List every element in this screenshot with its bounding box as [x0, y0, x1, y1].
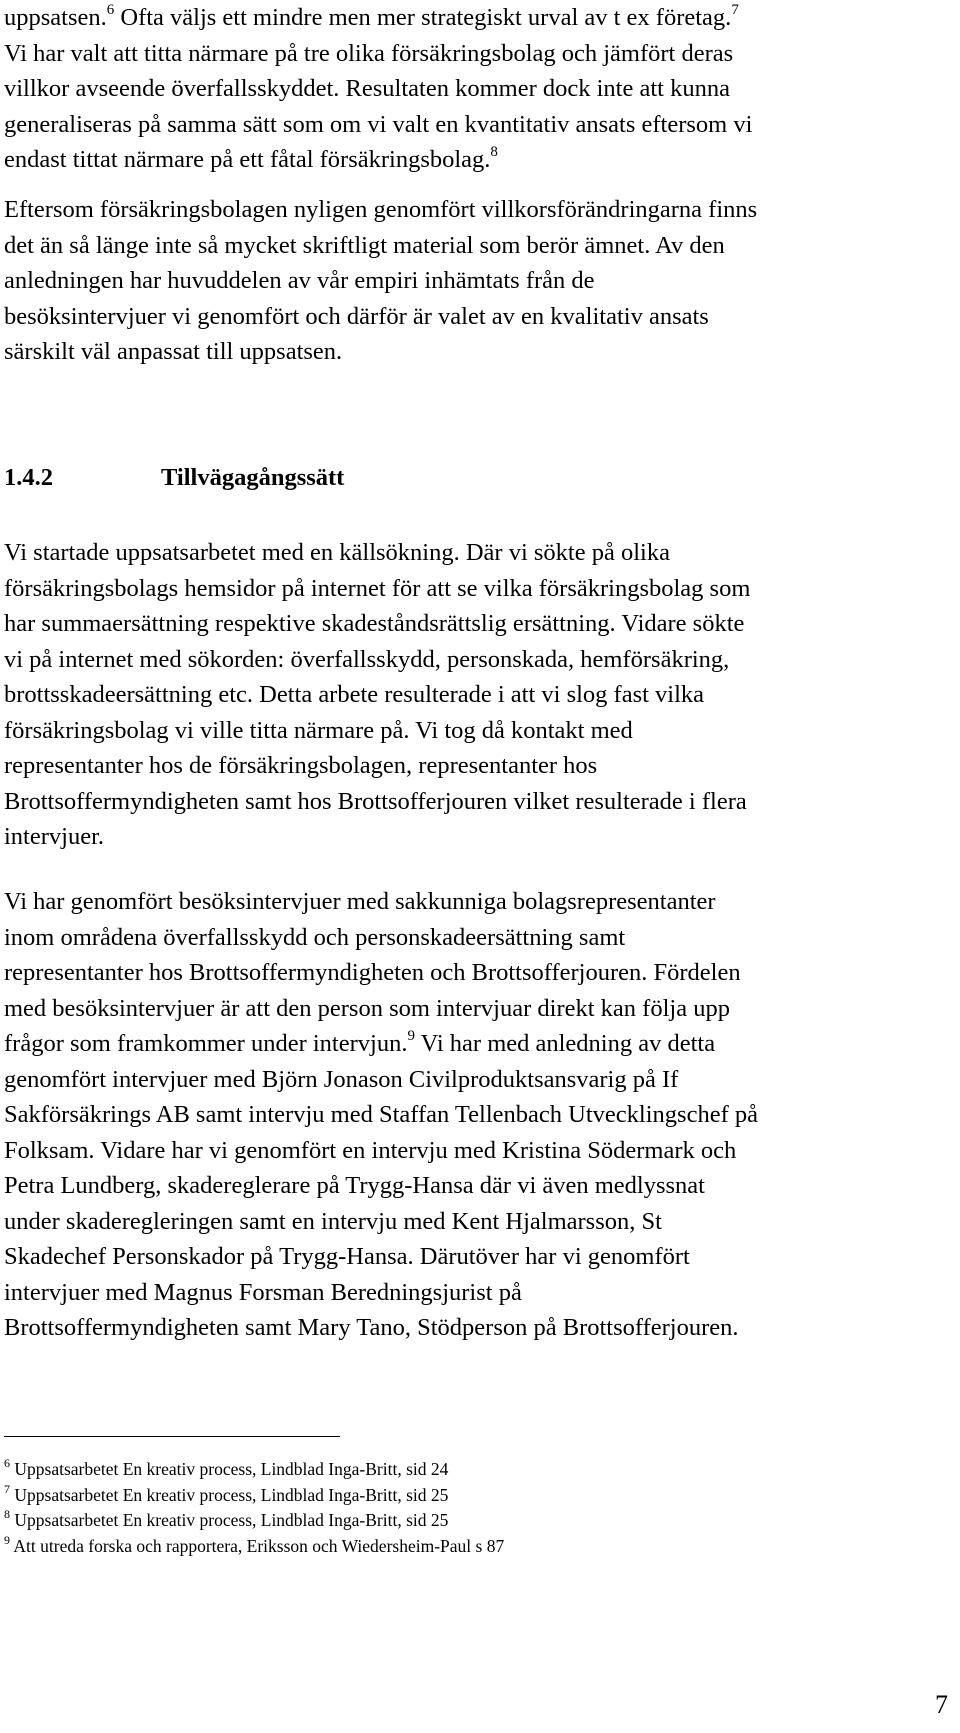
footnote-ref: 9 — [407, 1028, 415, 1044]
text-line: genomfört intervjuer med Björn Jonason Civilproduktsansvarig på If — [4, 1065, 679, 1093]
text-line: under skaderegleringen samt en intervju med Kent Hjalmarsson, St — [4, 1207, 662, 1235]
text-line: Sakförsäkrings AB samt intervju med Staffan Tellenbach Utvecklingschef på — [4, 1101, 758, 1128]
footnote-text: Uppsatsarbetet En kreativ process, Lindblad Inga-Britt, sid 24 — [14, 1459, 449, 1479]
footnote — [4, 1534, 904, 1560]
footnote-marker: 7 — [4, 1481, 10, 1496]
footnote — [4, 1483, 904, 1509]
footnote-ref: 6 — [106, 2, 115, 18]
text-line: försäkringsbolag vi ville titta närmare på. Vi tog då kontakt med — [4, 716, 633, 744]
footnote — [4, 1457, 904, 1483]
text-line — [4, 1026, 954, 1062]
text-line: särskilt väl anpassat till uppsatsen. — [4, 338, 343, 365]
text-line: Vi har valt att titta närmare på tre olika försäkringsbolag och jämfört deras — [4, 39, 734, 67]
text-line: vi på internet med sökorden: överfallsskydd, personskada, hemförsäkring, — [4, 645, 730, 673]
text-line: anledningen har huvuddelen av vår empiri inhämtats från de — [4, 267, 595, 294]
section-title: Tillvägagångssätt — [161, 464, 345, 491]
page-number: 7 — [935, 1690, 948, 1719]
text-span: uppsatsen. — [4, 4, 107, 31]
text-line: har summaersättning respektive skadeståndsrättslig ersättning. Vidare sökte — [4, 610, 745, 637]
text-line: Vi startade uppsatsarbetet med en källsökning. Där vi sökte på olika — [4, 539, 670, 566]
text-line: intervjuer. — [4, 823, 105, 850]
text-line: inom områdena överfallsskydd och personskadeersättning samt — [4, 923, 626, 951]
footnote-text: Uppsatsarbetet En kreativ process, Lindblad Inga-Britt, sid 25 — [14, 1510, 449, 1530]
paragraph-empiri — [4, 192, 954, 370]
text-line: representanter hos Brottsoffermyndigheten och Brottsofferjouren. Fördelen — [4, 959, 741, 986]
footnote-ref: 8 — [490, 144, 498, 160]
text-line — [4, 142, 954, 178]
paragraph-sampling — [4, 0, 954, 178]
text-line: brottsskadeersättning etc. Detta arbete resulterade i att vi slog fast vilka — [4, 681, 705, 708]
text-line: villkor avseende överfallsskyddet. Resultaten kommer dock inte att kunna — [4, 75, 730, 102]
text-line: Eftersom försäkringsbolagen nyligen genomfört villkorsförändringarna finns — [4, 196, 758, 223]
footnote-ref: 7 — [731, 2, 739, 18]
text-line: med besöksintervjuer är att den person som intervjuar direkt kan följa upp — [4, 994, 730, 1022]
text-span: Ofta väljs ett mindre men mer strategiskt urval av t ex företag. — [114, 4, 732, 31]
text-line: det än så länge inte så mycket skriftligt material som berör ämnet. Av den — [4, 231, 725, 259]
text-line: Brottsoffermyndigheten samt hos Brottsofferjouren vilket resulterade i flera — [4, 787, 747, 815]
text-span: frågor som framkommer under intervjun. — [4, 1030, 408, 1057]
footnotes — [4, 1457, 904, 1559]
text-span: endast tittat närmare på ett fåtal försäkringsbolag. — [4, 146, 491, 173]
text-span: Vi har med anledning av detta — [414, 1030, 716, 1057]
text-line: Vi har genomfört besöksintervjuer med sakkunniga bolagsrepresentanter — [4, 888, 716, 915]
footnote-marker: 8 — [4, 1507, 10, 1521]
section-heading — [4, 460, 344, 495]
text-line: Folksam. Vidare har vi genomfört en intervju med Kristina Södermark och — [4, 1136, 737, 1164]
text-line — [4, 0, 954, 36]
text-line: Brottsoffermyndigheten samt Mary Tano, Stödperson på Brottsofferjouren. — [4, 1314, 739, 1341]
footnote — [4, 1508, 904, 1534]
footnote-text: Uppsatsarbetet En kreativ process, Lindblad Inga-Britt, sid 25 — [14, 1484, 449, 1505]
text-line: intervjuer med Magnus Forsman Beredningsjurist på — [4, 1278, 522, 1306]
text-line: generaliseras på samma sätt som om vi valt en kvantitativ ansats eftersom vi — [4, 110, 753, 138]
text-line: Skadechef Personskador på Trygg-Hansa. Därutöver har vi genomfört — [4, 1243, 690, 1270]
section-number: 1.4.2 — [4, 464, 53, 491]
text-line: representanter hos de försäkringsbolagen, representanter hos — [4, 752, 598, 779]
footnote-text: Att utreda forska och rapportera, Eriksson och Wiedersheim-Paul s 87 — [13, 1535, 505, 1556]
footnote-marker: 9 — [4, 1532, 10, 1547]
footnote-marker: 6 — [4, 1456, 10, 1470]
text-line: försäkringsbolags hemsidor på internet för att se vilka försäkringsbolag som — [4, 574, 751, 602]
text-line: besöksintervjuer vi genomfört och därför är valet av en kvalitativ ansats — [4, 302, 709, 330]
paragraph-interviews — [4, 884, 954, 1346]
footnote-separator — [4, 1436, 340, 1437]
paragraph-method — [4, 535, 954, 855]
text-line: Petra Lundberg, skadereglerare på Trygg-Hansa där vi även medlyssnat — [4, 1172, 705, 1199]
